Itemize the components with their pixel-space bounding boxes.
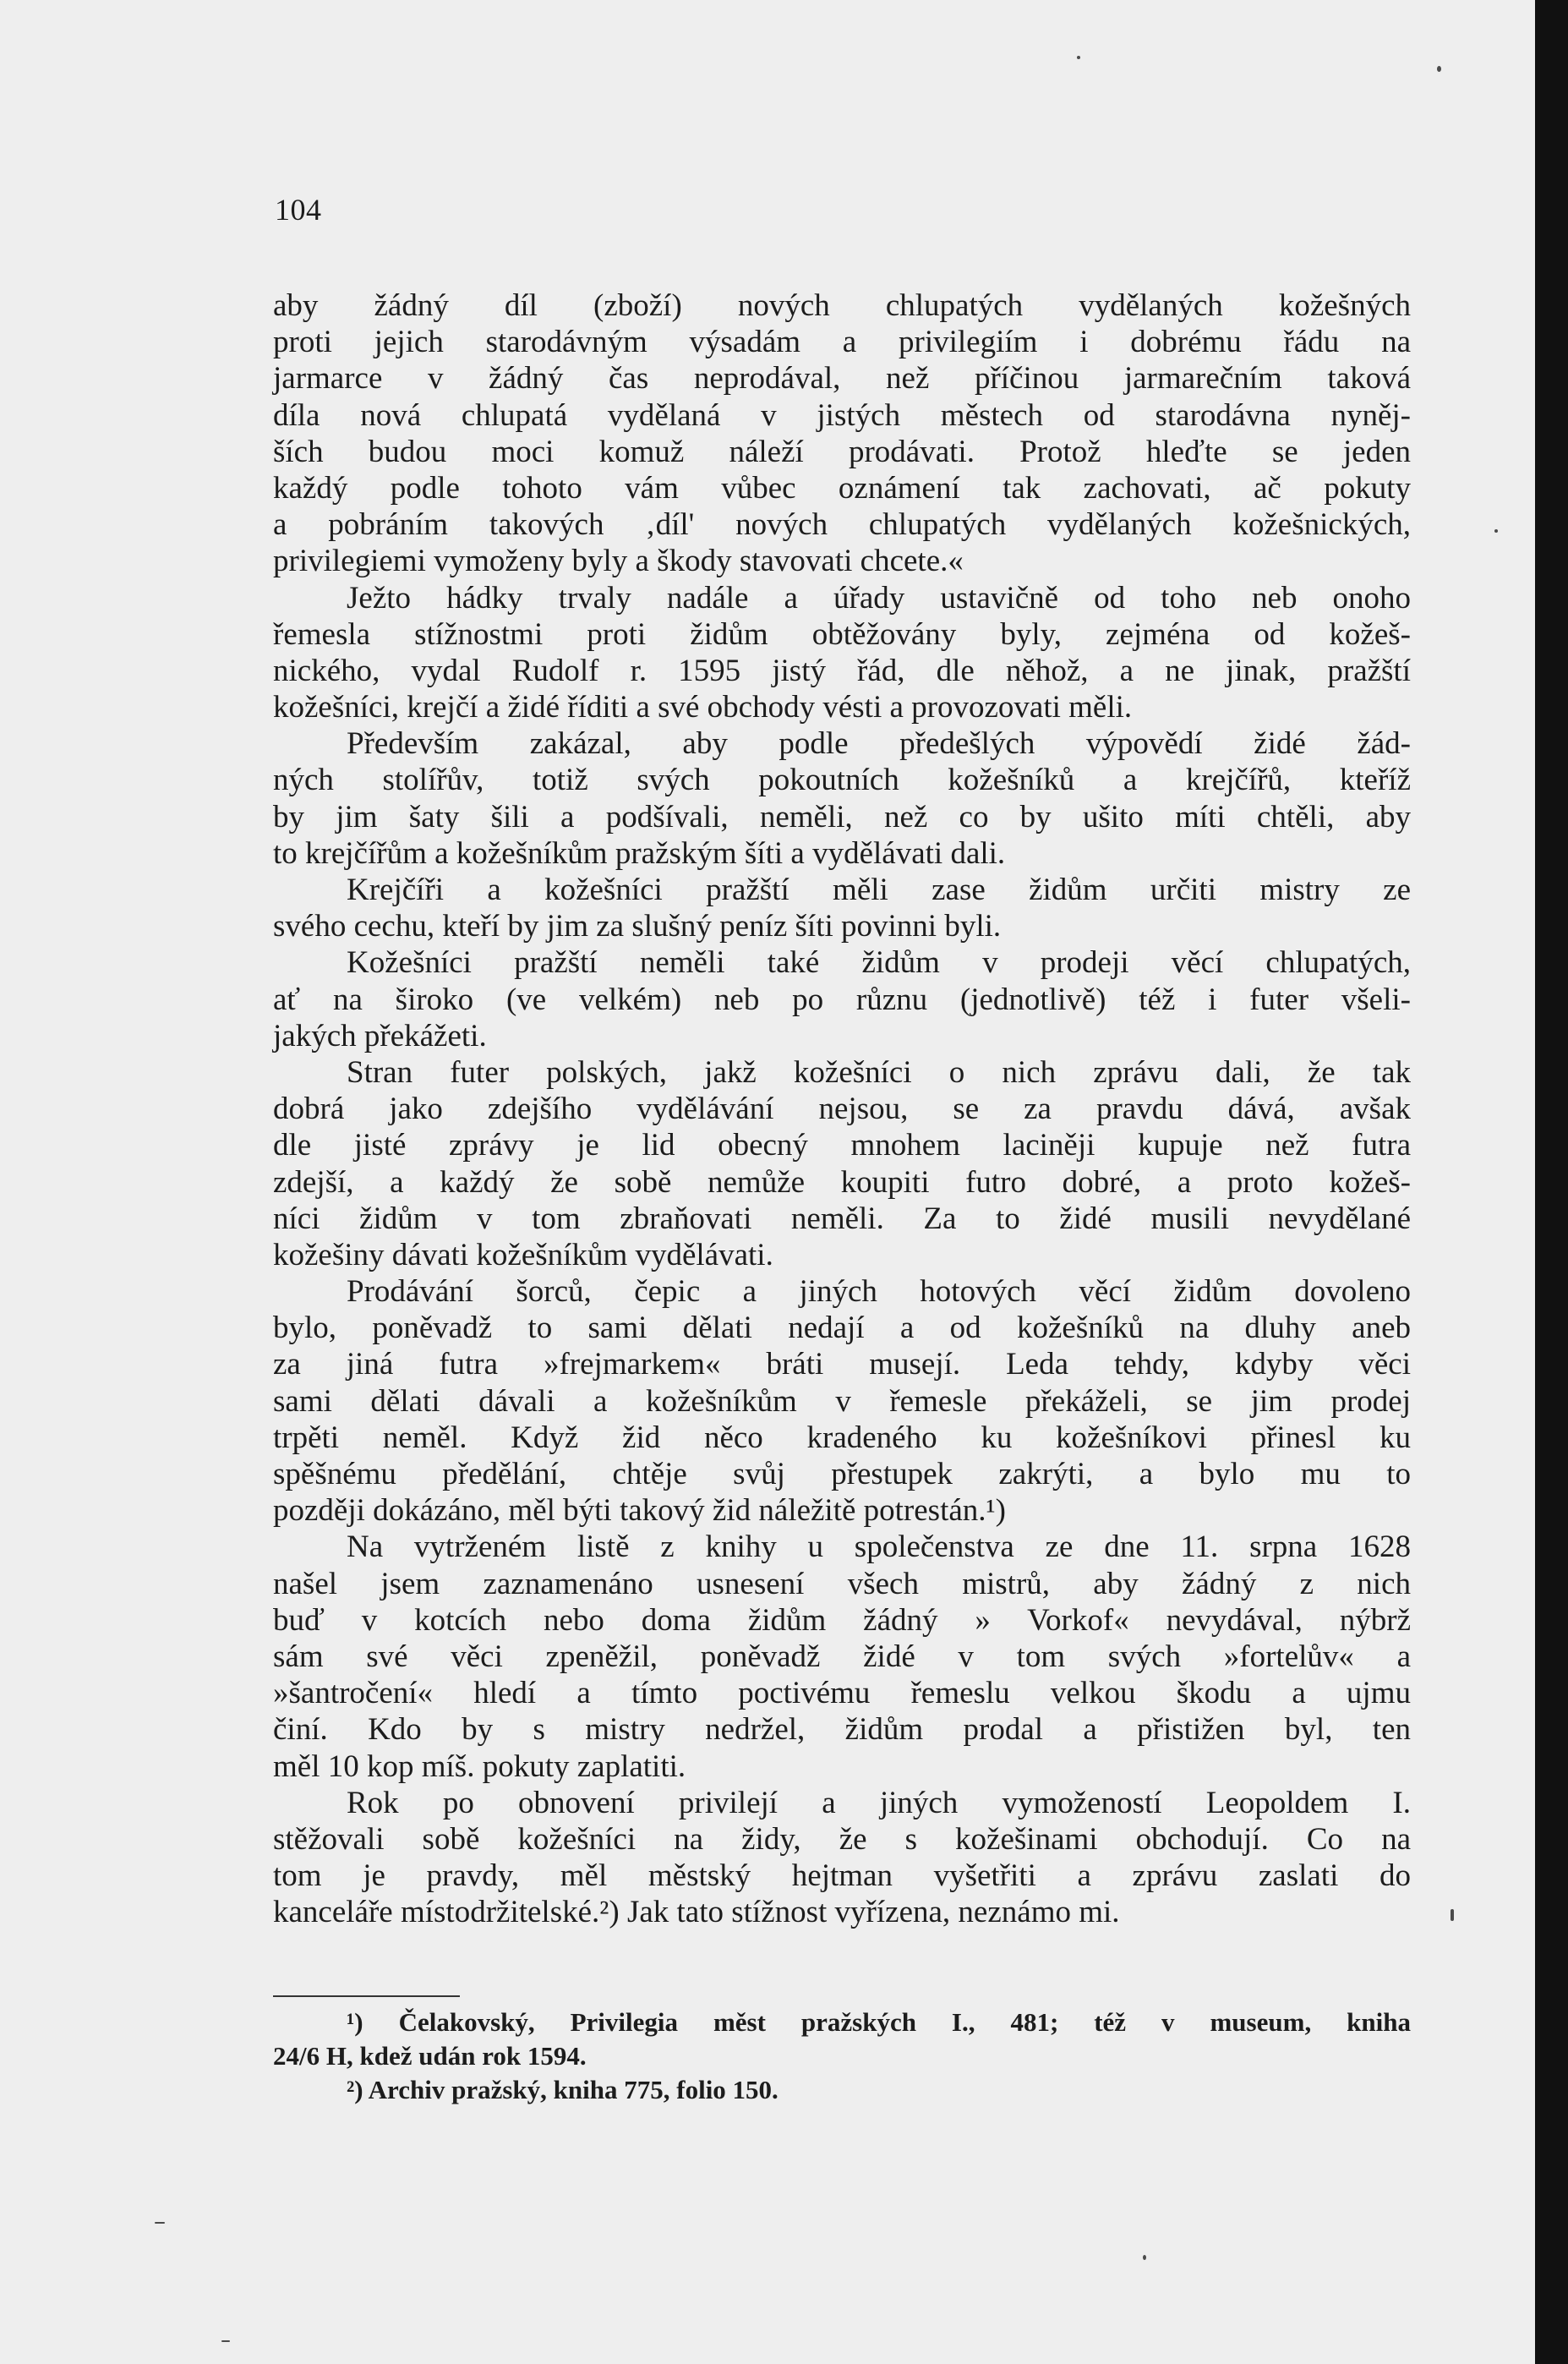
text-line: ať na široko (ve velkém) neb po různu (jednotlivě) též i futer všeli- <box>273 982 1411 1017</box>
text-line: níci židům v tom zbraňovati neměli. Za to židé musili nevydělané <box>273 1201 1411 1236</box>
text-line: a pobráním takových ‚díl' nových chlupatých vydělaných kožešnických, <box>273 507 1411 543</box>
text-line: za jiná futra »frejmarkem« bráti musejí. Leda tehdy, kdyby věci <box>273 1347 1411 1382</box>
text-line: Na vytrženém listě z knihy u společenstva ze dne 11. srpna 1628 <box>347 1529 1411 1565</box>
text-line: našel jsem zaznamenáno usnesení všech mistrů, aby žádný z nich <box>273 1566 1411 1601</box>
scan-speck <box>1494 529 1498 533</box>
scan-speck <box>1077 56 1080 59</box>
text-line: bylo, poněvadž to sami dělati nedají a od kožešníků na dluhy aneb <box>273 1311 1411 1346</box>
text-line: Rok po obnovení privilejí a jiných vymožeností Leopoldem I. <box>347 1785 1411 1820</box>
text-line: nického, vydal Rudolf r. 1595 jistý řád, dle něhož, a ne jinak, pražští <box>273 653 1411 688</box>
text-line: sám své věci zpeněžil, poněvadž židé v tom svých »fortelův« a <box>273 1639 1411 1674</box>
text-line: zdejší, a každý že sobě nemůže koupiti futro dobré, a proto kožeš- <box>273 1164 1411 1200</box>
page-number: 104 <box>275 193 322 227</box>
text-line: »šantročení« hledí a tímto poctivému řemeslu velkou škodu a ujmu <box>273 1676 1411 1711</box>
text-line: spěšnému předělání, chtěje svůj přestupek zakrýti, a bylo mu to <box>273 1457 1411 1491</box>
text-line: ných stolířův, totiž svých pokoutních kožešníků a krejčířů, kteříž <box>273 763 1411 798</box>
text-line: každý podle tohoto vám vůbec oznámení tak zachovati, ač pokuty <box>273 470 1411 506</box>
text-line: Krejčíři a kožešníci pražští měli zase židům určiti mistry ze <box>347 873 1411 907</box>
text-line: aby žádný díl (zboží) nových chlupatých vydělaných kožešných <box>273 288 1411 323</box>
text-line: by jim šaty šili a podšívali, neměli, než co by ušito míti chtěli, aby <box>273 799 1411 835</box>
footnotes <box>273 2006 1411 2107</box>
footnote-line: 24/6 H, kdež udán rok 1594. <box>273 2041 587 2071</box>
text-line: dobrá jako zdejšího vydělávání nejsou, se za pravdu dává, avšak <box>273 1092 1411 1127</box>
scan-speck <box>1143 2255 1146 2260</box>
text-line: ších budou moci komuž náleží prodávati. Protož hleďte se jeden <box>273 434 1411 469</box>
text-line: Kožešníci pražští neměli také židům v prodeji věcí chlupatých, <box>347 945 1411 981</box>
text-line: Prodávání šorců, čepic a jiných hotových věcí židům dovoleno <box>347 1274 1411 1310</box>
text-line: svého cechu, kteří by jim za slušný peníz šíti povinni byli. <box>273 909 1002 944</box>
footnote-divider <box>273 1995 460 1997</box>
text-line: dle jisté zprávy je lid obecný mnohem laciněji kupuje než futra <box>273 1128 1411 1163</box>
text-line: jarmarce v žádný čas neprodával, než příčinou jarmarečním taková <box>273 361 1411 397</box>
text-line: privilegiemi vymoženy byly a škody stavovati chcete.« <box>273 544 964 579</box>
text-line: kanceláře místodržitelské.²) Jak tato stížnost vyřízena, neznámo mi. <box>273 1895 1120 1930</box>
text-line: Ježto hádky trvaly nadále a úřady ustavičně od toho neb onoho <box>347 580 1411 616</box>
scan-speck <box>1437 66 1441 72</box>
text-line: jakých překážeti. <box>273 1018 487 1053</box>
text-line: buď v kotcích nebo doma židům žádný » Vorkof« nevydával, nýbrž <box>273 1602 1411 1638</box>
footnote-line: ²) Archiv pražský, kniha 775, folio 150. <box>347 2075 779 2104</box>
text-line: to krejčířům a kožešníkům pražským šíti a vydělávati dali. <box>273 835 1006 871</box>
text-line: později dokázáno, měl býti takový žid náležitě potrestán.¹) <box>273 1493 1006 1529</box>
text-line: činí. Kdo by s mistry nedržel, židům prodal a přistižen byl, ten <box>273 1712 1411 1748</box>
text-line: sami dělati dávali a kožešníkům v řemesle překáželi, se jim prodej <box>273 1383 1411 1419</box>
text-line: kožešiny dávati kožešníkům vydělávati. <box>273 1237 773 1272</box>
scan-speck <box>221 2340 230 2342</box>
scan-speck <box>155 2222 165 2224</box>
text-line: díla nová chlupatá vydělaná v jistých městech od starodávna nyněj- <box>273 397 1411 433</box>
scan-speck <box>1451 1909 1454 1921</box>
text-line: Především zakázal, aby podle předešlých výpovědí židé žád- <box>347 726 1411 762</box>
text-line: měl 10 kop míš. pokuty zaplatiti. <box>273 1748 686 1784</box>
text-line: proti jejich starodávným výsadám a privilegiím i dobrému řádu na <box>273 325 1411 360</box>
text-line: řemesla stížnostmi proti židům obtěžovány byly, zejména od kožeš- <box>273 616 1411 652</box>
footnote-line: ¹) Čelakovský, Privilegia měst pražských I., 481; též v museum, kniha <box>347 2007 1411 2037</box>
body-text <box>273 287 1411 1930</box>
text-line: tom je pravdy, měl městský hejtman vyšetřiti a zprávu zaslati do <box>273 1858 1411 1894</box>
text-line: kožešníci, krejčí a židé říditi a své obchody vésti a provozovati měli. <box>273 690 1133 725</box>
text-line: Stran futer polských, jakž kožešníci o nich zprávu dali, že tak <box>347 1054 1411 1090</box>
text-line: stěžovali sobě kožešníci na židy, že s kožešinami obchodují. Co na <box>273 1821 1411 1857</box>
text-line: trpěti neměl. Když žid něco kradeného ku kožešníkovi přinesl ku <box>273 1420 1411 1455</box>
scan-border <box>1535 0 1568 2364</box>
